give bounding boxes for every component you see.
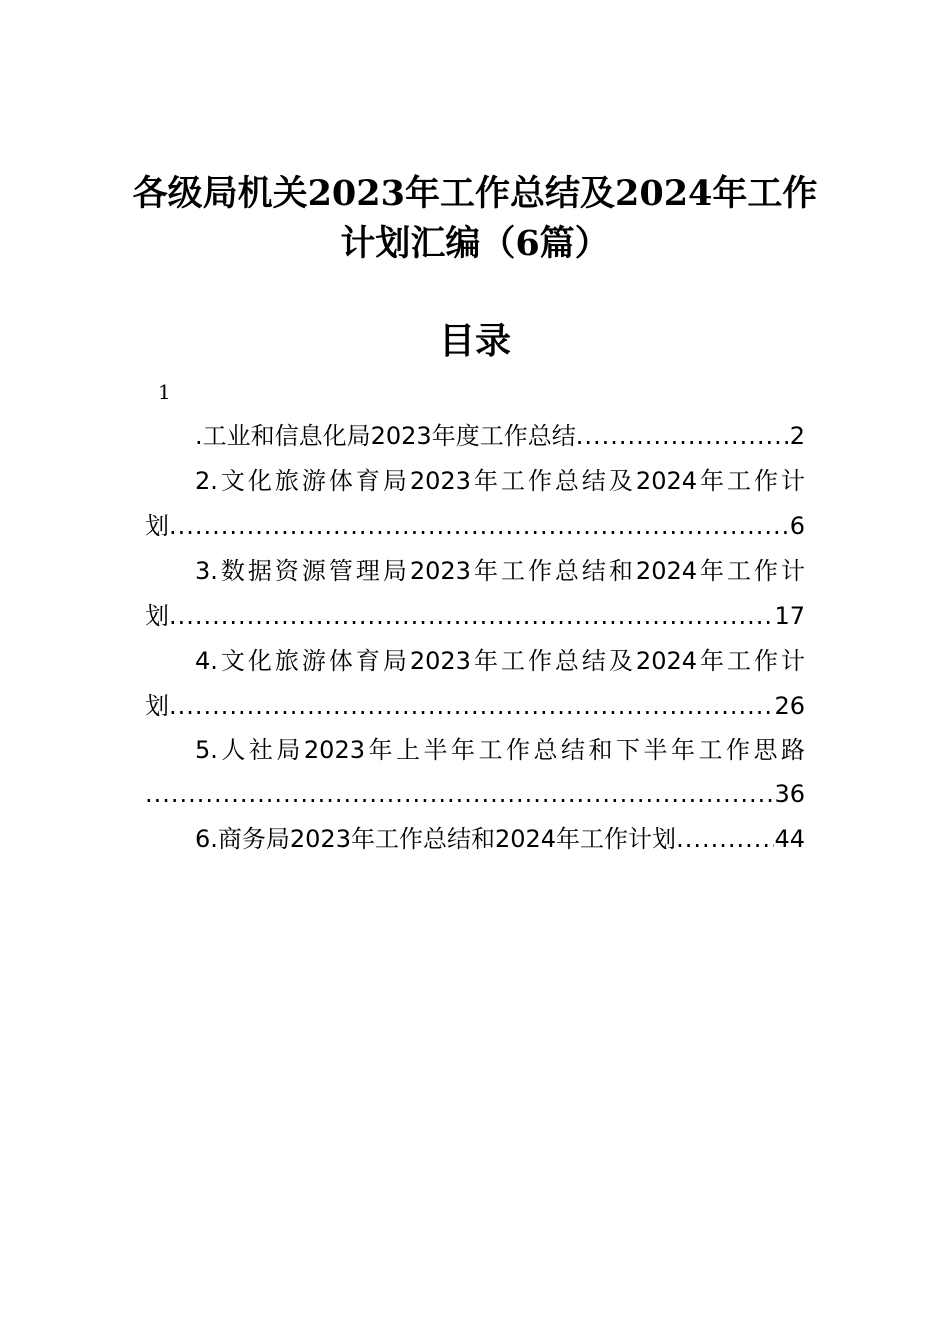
- toc-entry-page: 44: [774, 825, 805, 853]
- toc-entry-title: 3.数据资源管理局2023年工作总结和2024年工作计: [195, 557, 805, 585]
- toc-entry-page: 6: [789, 512, 805, 540]
- toc-entry-title-cont: 划: [145, 512, 169, 540]
- toc-entry-3-line-2[interactable]: [145, 594, 805, 638]
- toc-entry-page: 17: [774, 602, 805, 630]
- toc-entry-3-line-1[interactable]: [145, 549, 805, 593]
- toc-entry-6[interactable]: [145, 817, 805, 861]
- toc-entry-title: 6.商务局2023年工作总结和2024年工作计划: [195, 825, 677, 853]
- toc-entry-5-line-2[interactable]: [145, 772, 805, 816]
- toc-entry-2-line-2[interactable]: [145, 504, 805, 548]
- toc-entry-5-line-1[interactable]: [145, 728, 805, 772]
- toc-entry-page: 2: [789, 422, 805, 450]
- toc-entry-4-line-2[interactable]: [145, 684, 805, 728]
- toc-entry-title: 2.文化旅游体育局2023年工作总结及2024年工作计: [195, 467, 805, 495]
- toc-entry-title-cont: 划: [145, 692, 169, 720]
- toc-entry-page: 26: [774, 692, 805, 720]
- toc-entry-4-line-1[interactable]: [145, 639, 805, 683]
- toc-leader-dots: [169, 504, 790, 548]
- toc-leader-dots: [676, 817, 774, 861]
- toc-leader-dots: [169, 594, 774, 638]
- toc-heading: 目录: [438, 320, 511, 362]
- toc-leader-dots: [169, 684, 774, 728]
- toc-entry-title-cont: 划: [145, 602, 169, 630]
- toc-leader-dots: [576, 414, 790, 458]
- document-title-line-1: 各级局机关2023年工作总结及2024年工作: [132, 173, 818, 214]
- toc-entry-page: 36: [774, 780, 805, 808]
- toc-leader-dots: [145, 772, 774, 816]
- toc-entry-title: .工业和信息化局2023年度工作总结: [195, 422, 576, 450]
- document-title-line-2: 计划汇编（6篇）: [340, 223, 610, 264]
- toc-entry-2-line-1[interactable]: [145, 459, 805, 503]
- toc-entry-1[interactable]: [145, 414, 805, 458]
- toc-entry-title: 5.人社局2023年上半年工作总结和下半年工作思路: [195, 736, 805, 764]
- stray-number: 1: [158, 380, 171, 404]
- toc-entry-title: 4.文化旅游体育局2023年工作总结及2024年工作计: [195, 647, 805, 675]
